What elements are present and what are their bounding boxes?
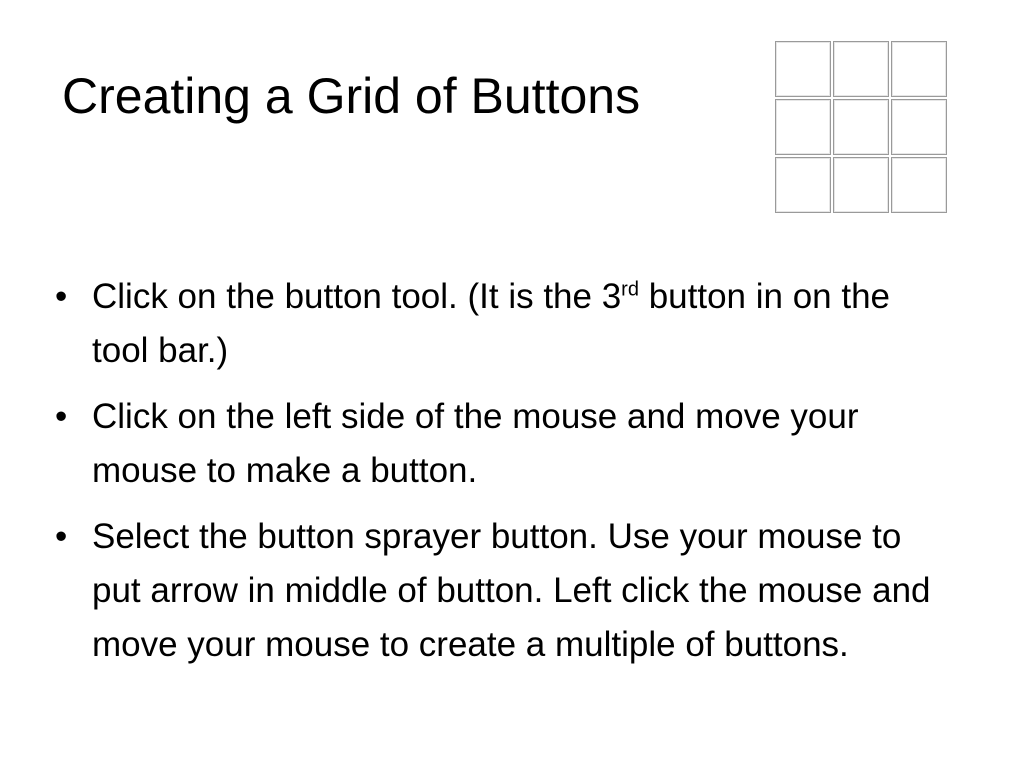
bullet-marker: • [55,397,68,436]
bullet-item [55,270,955,378]
bullet-item [55,390,955,498]
grid-cell [891,41,947,97]
bullet-text: Select the button sprayer button. Use your mouse to put arrow in middle of button. Left click the mouse and move your mouse to create a multiple of buttons. [92,517,931,664]
grid-cell [891,99,947,155]
grid-cell [775,99,831,155]
bullet-marker: • [55,277,68,316]
bullet-marker: • [55,517,68,556]
grid-cell [833,41,889,97]
grid-cell [775,41,831,97]
bullet-text: Click on the button tool. (It is the 3 [92,277,622,316]
grid-cell [833,99,889,155]
button-grid-illustration [775,41,949,215]
slide-title: Creating a Grid of Buttons [62,68,641,124]
bullet-item [55,510,955,672]
bullet-list [55,270,955,684]
ordinal-superscript: rd [621,278,639,301]
grid-cell [891,157,947,213]
bullet-text: Click on the left side of the mouse and move your mouse to make a button. [92,397,859,490]
grid-cell [775,157,831,213]
bullet-text-continued: button in on the tool bar.) [92,277,891,370]
grid-cell [833,157,889,213]
